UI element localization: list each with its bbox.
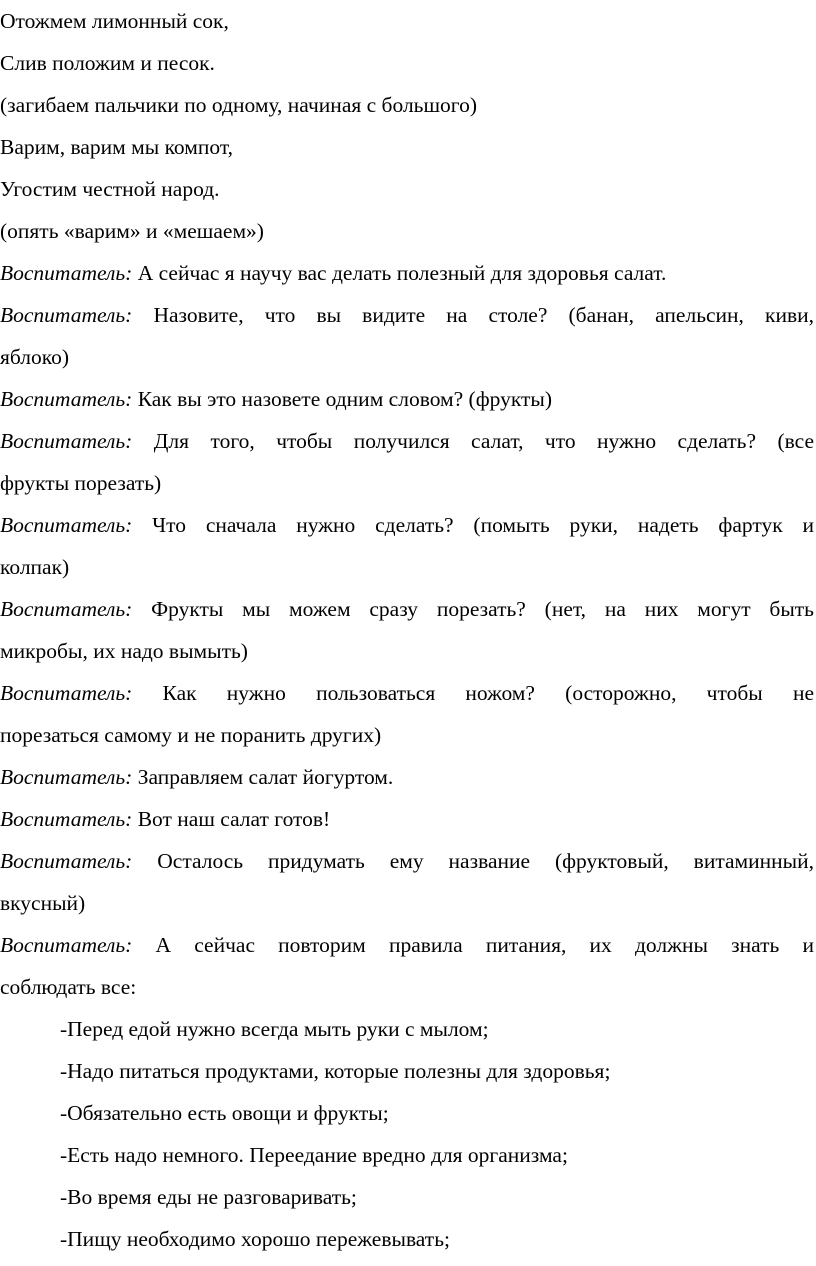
speaker-label: Воспитатель: xyxy=(0,849,133,873)
dialogue-text: Осталось придумать ему название (фруктовый, витаминный, xyxy=(157,849,814,873)
rhyme-line xyxy=(0,0,814,42)
dialogue-line xyxy=(0,756,814,798)
dialogue-line xyxy=(0,504,814,546)
dialogue-continuation xyxy=(0,462,814,504)
rhyme-text: (опять «варим» и «мешаем») xyxy=(0,219,264,243)
dialogue-continuation-text: колпак) xyxy=(0,555,70,579)
dialogue-line xyxy=(0,252,814,294)
dialogue-text: Как нужно пользоваться ножом? (осторожно, чтобы не xyxy=(162,681,814,705)
dialogue-continuation xyxy=(0,336,814,378)
speaker-label: Воспитатель: xyxy=(0,597,133,621)
speaker-label: Воспитатель: xyxy=(0,387,133,411)
speaker-label: Воспитатель: xyxy=(0,807,133,831)
rule-text: -Надо питаться продуктами, которые полезны для здоровья; xyxy=(60,1059,611,1083)
rhyme-line xyxy=(0,84,814,126)
speaker-label: Воспитатель: xyxy=(0,261,133,285)
dialogue-line xyxy=(0,294,814,336)
dialogue-continuation-text: микробы, их надо вымыть) xyxy=(0,639,248,663)
speaker-label: Воспитатель: xyxy=(0,513,133,537)
rule-text: -Обязательно есть овощи и фрукты; xyxy=(60,1101,389,1125)
dialogue-text: Заправляем салат йогуртом. xyxy=(137,765,394,789)
dialogue-continuation-text: вкусный) xyxy=(0,891,86,915)
dialogue-continuation-text: порезаться самому и не поранить других) xyxy=(0,723,382,747)
rule-text: -Во время еды не разговаривать; xyxy=(60,1185,357,1209)
rule-text: -Перед едой нужно всегда мыть руки с мылом; xyxy=(60,1017,489,1041)
speaker-label: Воспитатель: xyxy=(0,303,133,327)
rule-item xyxy=(60,1050,814,1092)
rhyme-text: Варим, варим мы компот, xyxy=(0,135,233,159)
dialogue-line xyxy=(0,924,814,966)
dialogue-text: Назовите, что вы видите на столе? (банан, апельсин, киви, xyxy=(153,303,814,327)
speaker-label: Воспитатель: xyxy=(0,765,133,789)
speaker-label: Воспитатель: xyxy=(0,681,133,705)
dialogue-text: А сейчас повторим правила питания, их должны знать и xyxy=(155,933,814,957)
rhyme-line xyxy=(0,126,814,168)
rule-item xyxy=(60,1134,814,1176)
dialogue-text: Что сначала нужно сделать? (помыть руки, надеть фартук и xyxy=(152,513,814,537)
dialogue-continuation-text: яблоко) xyxy=(0,345,70,369)
rhyme-text: Угостим честной народ. xyxy=(0,177,220,201)
rule-text: -Пищу необходимо хорошо пережевывать; xyxy=(60,1227,450,1251)
dialogue-line xyxy=(0,378,814,420)
dialogue-line xyxy=(0,672,814,714)
rule-text: -Есть надо немного. Переедание вредно для организма; xyxy=(60,1143,568,1167)
rhyme-line xyxy=(0,210,814,252)
dialogue-text: Вот наш салат готов! xyxy=(137,807,331,831)
dialogue-continuation xyxy=(0,714,814,756)
rule-item xyxy=(60,1092,814,1134)
speaker-label: Воспитатель: xyxy=(0,933,133,957)
dialogue-continuation xyxy=(0,546,814,588)
rule-item xyxy=(60,1176,814,1218)
dialogue-continuation-text: фрукты порезать) xyxy=(0,471,162,495)
dialogue-line xyxy=(0,798,814,840)
dialogue-line xyxy=(0,588,814,630)
dialogue-continuation-text: соблюдать все: xyxy=(0,975,137,999)
dialogue-text: Для того, чтобы получился салат, что нужно сделать? (все xyxy=(153,429,814,453)
rhyme-line xyxy=(0,168,814,210)
rhyme-text: (загибаем пальчики по одному, начиная с большого) xyxy=(0,93,477,117)
speaker-label: Воспитатель: xyxy=(0,429,133,453)
dialogue-continuation xyxy=(0,630,814,672)
dialogue-line xyxy=(0,420,814,462)
rhyme-text: Отожмем лимонный сок, xyxy=(0,9,229,33)
dialogue-line xyxy=(0,840,814,882)
rule-item xyxy=(60,1008,814,1050)
rhyme-text: Слив положим и песок. xyxy=(0,51,215,75)
dialogue-text: Как вы это назовете одним словом? (фрукты) xyxy=(137,387,553,411)
dialogue-continuation xyxy=(0,966,814,1008)
rule-item xyxy=(60,1218,814,1260)
dialogue-continuation xyxy=(0,882,814,924)
dialogue-text: А сейчас я научу вас делать полезный для здоровья салат. xyxy=(137,261,667,285)
dialogue-text: Фрукты мы можем сразу порезать? (нет, на них могут быть xyxy=(151,597,814,621)
rhyme-line xyxy=(0,42,814,84)
